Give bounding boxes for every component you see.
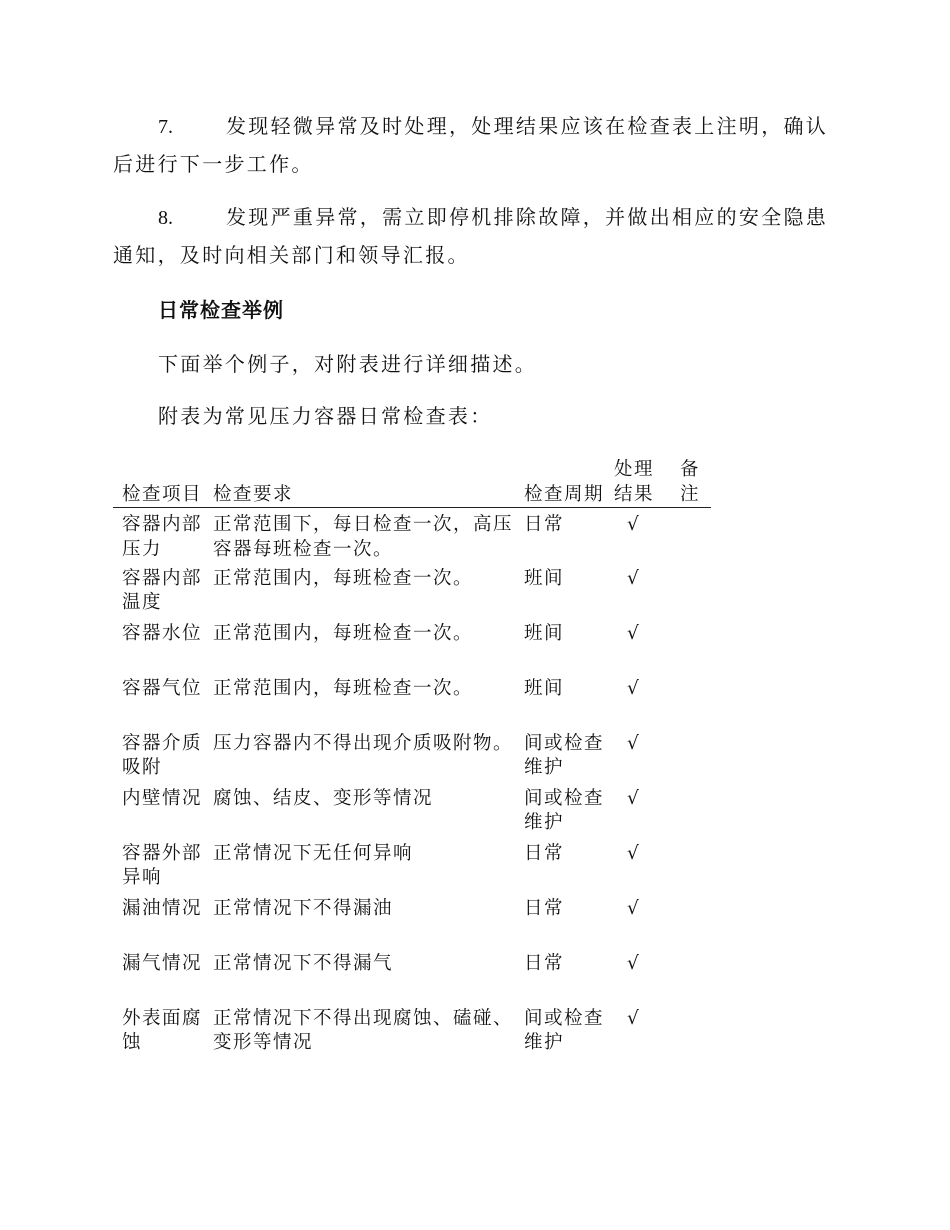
table-row <box>113 838 711 893</box>
paragraph-item-7 <box>113 108 833 183</box>
cell-period: 班间 <box>524 567 565 589</box>
cell-note <box>671 618 711 673</box>
cell-period: 日常 <box>524 952 565 974</box>
table-row <box>113 893 711 948</box>
header-item: 检查项目 <box>113 455 204 508</box>
cell-period: 间或检查维护 <box>524 732 605 778</box>
paragraph-number: 8. <box>158 207 173 229</box>
header-period: 检查周期 <box>515 455 605 508</box>
cell-item: 容器外部异响 <box>122 842 203 888</box>
cell-item: 容器内部压力 <box>122 514 203 560</box>
header-requirement: 检查要求 <box>204 455 515 508</box>
cell-period: 日常 <box>524 897 565 919</box>
table-row <box>113 783 711 838</box>
cell-result: √ <box>627 514 641 535</box>
cell-item: 容器介质吸附 <box>122 732 203 778</box>
section-title: 日常检查举例 <box>158 298 284 322</box>
cell-note <box>671 563 711 618</box>
cell-item: 内壁情况 <box>122 787 203 809</box>
cell-note <box>671 728 711 783</box>
paragraph-item-8 <box>113 199 833 274</box>
table-header-row <box>113 455 711 508</box>
cell-period: 班间 <box>524 677 565 699</box>
cell-note <box>671 948 711 1003</box>
cell-requirement: 正常范围内，每班检查一次。 <box>213 677 474 699</box>
cell-note <box>671 1003 711 1058</box>
cell-period: 日常 <box>524 842 565 864</box>
cell-item: 漏油情况 <box>122 897 203 919</box>
cell-requirement: 正常范围下，每日检查一次，高压容器每班检查一次。 <box>213 514 514 560</box>
table-row <box>113 618 711 673</box>
cell-requirement: 正常情况下不得出现腐蚀、磕碰、变形等情况 <box>213 1007 514 1053</box>
cell-result: √ <box>627 677 641 699</box>
cell-result: √ <box>627 622 641 644</box>
cell-note <box>671 893 711 948</box>
cell-period: 间或检查维护 <box>524 1007 605 1053</box>
cell-requirement: 正常范围内，每班检查一次。 <box>213 622 474 644</box>
cell-note <box>671 508 711 563</box>
table-caption: 附表为常见压力容器日常检查表： <box>158 404 493 428</box>
paragraph-text: 发现严重异常，需立即停机排除故障，并做出相应的安全隐患通知，及时向相关部门和领导汇报。 <box>113 205 829 267</box>
cell-result: √ <box>627 842 641 864</box>
cell-item: 容器气位 <box>122 677 203 699</box>
cell-item: 容器水位 <box>122 622 203 644</box>
cell-requirement: 正常情况下不得漏油 <box>213 897 394 919</box>
table-row <box>113 508 711 563</box>
cell-note <box>671 838 711 893</box>
cell-item: 容器内部温度 <box>122 567 203 613</box>
cell-result: √ <box>627 897 641 919</box>
cell-requirement: 正常范围内，每班检查一次。 <box>213 567 474 589</box>
cell-note <box>671 783 711 838</box>
paragraph-number: 7. <box>158 116 173 138</box>
table-row <box>113 563 711 618</box>
cell-requirement: 压力容器内不得出现介质吸附物。 <box>213 732 514 754</box>
cell-result: √ <box>627 732 641 754</box>
paragraph-text: 发现轻微异常及时处理，处理结果应该在检查表上注明，确认后进行下一步工作。 <box>113 114 829 176</box>
cell-requirement: 正常情况下不得漏气 <box>213 952 394 974</box>
cell-requirement: 腐蚀、结皮、变形等情况 <box>213 787 434 809</box>
cell-result: √ <box>627 567 641 589</box>
cell-note <box>671 673 711 728</box>
cell-period: 日常 <box>524 514 565 535</box>
cell-requirement: 正常情况下无任何异响 <box>213 842 414 864</box>
header-note: 备注 <box>671 455 711 508</box>
table-row <box>113 1003 711 1058</box>
intro-paragraph: 下面举个例子，对附表进行详细描述。 <box>158 352 538 376</box>
table-row <box>113 728 711 783</box>
cell-period: 间或检查维护 <box>524 787 605 833</box>
cell-period: 班间 <box>524 622 565 644</box>
table-row <box>113 948 711 1003</box>
cell-result: √ <box>627 1007 641 1029</box>
cell-item: 外表面腐蚀 <box>122 1007 203 1053</box>
inspection-table <box>113 455 711 1058</box>
cell-result: √ <box>627 952 641 974</box>
table-row <box>113 673 711 728</box>
cell-item: 漏气情况 <box>122 952 203 974</box>
cell-result: √ <box>627 787 641 809</box>
header-result: 处理结果 <box>605 455 671 508</box>
